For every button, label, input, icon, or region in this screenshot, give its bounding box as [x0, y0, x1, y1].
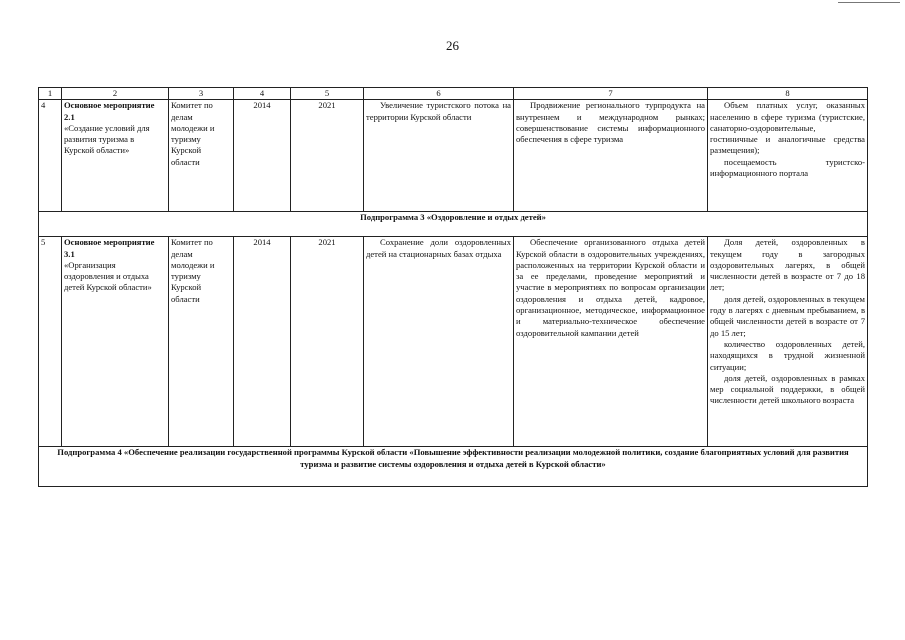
table-row [39, 100, 868, 212]
col-header: 1 [39, 88, 62, 100]
row-number: 4 [39, 100, 62, 212]
column-number-row [39, 88, 868, 100]
row-number: 5 [39, 237, 62, 447]
main-actions: Обеспечение организованного отдыха детей Курской области в оздоровительных учреждениях, расположенных на территории Курской области и за ее пределами, проведение мероприятий и участие в мероприятиях по вопросам организации оздоровления и отдыха детей, кадровое, организационное, методическое, информационное и материально-техническое обеспечение оздоровительной кампании детей [514, 237, 708, 447]
start-year: 2014 [234, 237, 291, 447]
measure-code: 3.1 [64, 248, 75, 259]
end-year: 2021 [291, 100, 364, 212]
subprogram-3-heading: Подпрограмма 3 «Оздоровление и отдых детей» [39, 212, 868, 237]
executor-cell: Комитет по делам молодежи и туризму Курской области [169, 237, 234, 447]
indicators-cell [708, 100, 868, 212]
measure-cell [62, 100, 169, 212]
indicators-cell [708, 237, 868, 447]
indicator: доля детей, оздоровленных в текущем году в лагерях с дневным пребыванием, в общей численности детей в возрасте от 7 до 15 лет; [710, 293, 865, 338]
top-right-rule [838, 2, 900, 3]
indicator: Объем платных услуг, оказанных населению в сфере туризма (туристские, санаторно-оздоровительные, гостиничные и аналогичные средства размещения); [710, 100, 865, 156]
program-table [38, 87, 868, 487]
indicator: количество оздоровленных детей, находящихся в трудной жизненной ситуации; [710, 338, 865, 372]
col-header: 5 [291, 88, 364, 100]
indicator: Доля детей, оздоровленных в текущем году в загородных оздоровительных лагерях, в общей численности детей в возрасте от 7 до 18 лет; [710, 237, 865, 293]
subprogram-row [39, 447, 868, 487]
col-header: 7 [514, 88, 708, 100]
main-actions: Продвижение регионального турпродукта на внутреннем и международном рынках; совершенствование системы информационного обеспечения в сфере туризма [514, 100, 708, 212]
indicator: посещаемость туристско-информационного портала [710, 156, 865, 179]
measure-code: 2.1 [64, 111, 75, 122]
measure-title: Основное мероприятие [64, 100, 155, 111]
expected-result: Сохранение доли оздоровленных детей на стационарных базах отдыха [364, 237, 514, 447]
col-header: 6 [364, 88, 514, 100]
col-header: 3 [169, 88, 234, 100]
measure-cell [62, 237, 169, 447]
end-year: 2021 [291, 237, 364, 447]
col-header: 8 [708, 88, 868, 100]
start-year: 2014 [234, 100, 291, 212]
subprogram-row [39, 212, 868, 237]
executor-cell: Комитет по делам молодежи и туризму Курской области [169, 100, 234, 212]
expected-result: Увеличение туристского потока на территории Курской области [364, 100, 514, 212]
measure-name: «Создание условий для развития туризма в Курской области» [64, 122, 150, 156]
col-header: 2 [62, 88, 169, 100]
table-row [39, 237, 868, 447]
indicator: доля детей, оздоровленных в рамках мер социальной поддержки, в общей численности детей школьного возраста [710, 372, 865, 406]
measure-name: «Организация оздоровления и отдыха детей Курской области» [64, 259, 152, 293]
measure-title: Основное мероприятие [64, 237, 155, 248]
col-header: 4 [234, 88, 291, 100]
page-number: 26 [446, 38, 459, 53]
subprogram-4-heading: Подпрограмма 4 «Обеспечение реализации государственной программы Курской области «Повышение эффективности реализации молодежной политики, создание благоприятных условий для развития туризма и развитие системы оздоровления и отдыха детей в Курской области» [39, 447, 868, 487]
